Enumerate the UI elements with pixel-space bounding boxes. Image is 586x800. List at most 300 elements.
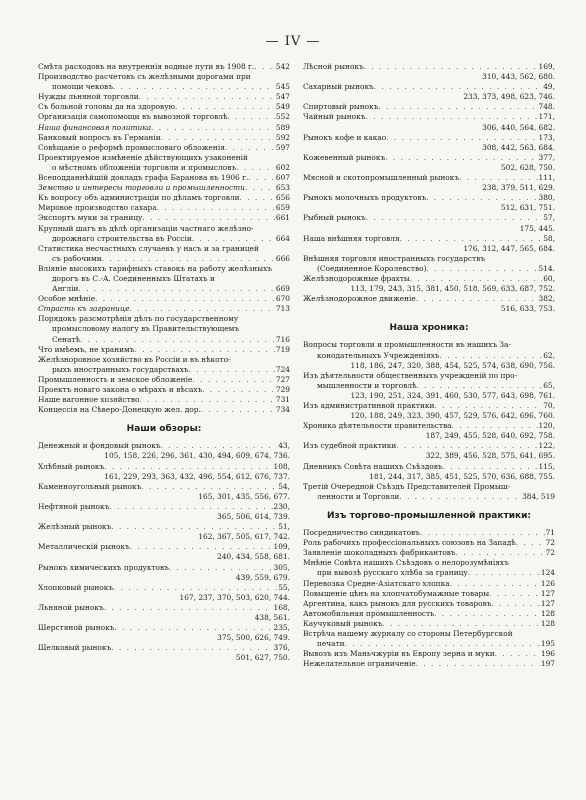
- chronicle-entry: [303, 351, 555, 361]
- article-title: Промышленность и земское обложеніе: [38, 374, 193, 384]
- review-entry: [303, 213, 555, 223]
- chronicle-title: ленности и Торговли: [317, 491, 400, 501]
- article-title: Земство и интересы торговли и промышленности: [38, 183, 245, 193]
- article-page: 729: [275, 385, 290, 394]
- article-title: дорожнаго строительства въ Россіи: [52, 233, 192, 243]
- leader-dots: [443, 462, 538, 472]
- review-title: Мясной и скотопромышленный рынокъ: [303, 173, 460, 183]
- article-page: 734: [275, 405, 290, 415]
- leader-dots: [378, 102, 537, 112]
- leader-dots: [366, 213, 543, 223]
- article-entry: [38, 324, 290, 334]
- article-entry: [38, 62, 290, 72]
- review-page-list: 165, 301, 435, 556, 677.: [198, 491, 290, 501]
- review-page: 58,: [543, 233, 555, 243]
- practice-page: 197: [540, 659, 555, 669]
- leader-dots: [245, 183, 275, 193]
- chronicle-entry: [303, 482, 555, 492]
- leader-dots: [399, 492, 521, 502]
- article-entry: [38, 72, 290, 82]
- review-page-list: 375, 500, 626, 749.: [217, 633, 290, 643]
- article-title: Проектируемое измѣненіе дѣйствующихъ узаконеній: [38, 152, 248, 162]
- review-page: 168,: [273, 602, 290, 612]
- leader-dots: [202, 385, 275, 395]
- practice-entry: [303, 548, 555, 558]
- article-entry: [38, 82, 290, 92]
- article-title: Страсть къ загранице: [38, 304, 130, 314]
- leader-dots: [365, 112, 537, 122]
- article-title: Сенатѣ: [52, 334, 80, 344]
- leader-dots: [400, 234, 543, 244]
- article-page: 592: [275, 132, 290, 142]
- leader-dots: [410, 274, 542, 284]
- practice-page: 127: [540, 588, 555, 598]
- leader-dots: [396, 441, 537, 451]
- chronicle-page: 122,: [538, 441, 555, 451]
- review-entry: [38, 462, 290, 472]
- review-title: Нефтяной рынокъ: [38, 501, 110, 511]
- review-page-list: 439, 559, 679.: [235, 572, 290, 582]
- review-title: Льняной рынокъ: [38, 602, 104, 612]
- review-page: 51,: [278, 522, 290, 532]
- practice-page: 71: [545, 528, 555, 538]
- review-page-list: 310, 443, 562, 680.: [482, 72, 555, 82]
- practice-title: Посредничество синдикатовъ: [303, 528, 420, 538]
- leader-dots: [420, 528, 545, 538]
- left-column: [38, 62, 290, 663]
- article-title: Нужды льняной торговли: [38, 92, 139, 102]
- review-page: 376,: [273, 643, 290, 653]
- review-title: Кожевенный рынокъ: [303, 152, 386, 162]
- review-title: Металлическій рынокъ: [38, 542, 130, 552]
- practice-entry: [303, 659, 555, 669]
- article-entry: [38, 254, 290, 264]
- article-title: Организація самопомощи въ вывозной торговлѣ: [38, 112, 228, 122]
- chronicle-page-list: 123, 190, 251, 324, 391, 460, 530, 577, 643, 698, 761.: [350, 390, 555, 400]
- review-page-list: 238, 379, 511, 629.: [482, 183, 555, 193]
- review-title: Хлопковый рынокъ: [38, 582, 114, 592]
- leader-dots: [364, 62, 538, 72]
- leader-dots: [169, 563, 273, 573]
- chronicle-page: 384, 519: [522, 491, 555, 501]
- article-title: Всеподданнѣйшій докладъ графа Баранова въ 1906 г.: [38, 173, 249, 183]
- practice-title: Аргентина, какъ рынокъ для русскихъ товаровъ: [303, 598, 492, 608]
- article-page: 659: [275, 203, 290, 213]
- article-title: Вліяніе высокихъ тарифныхъ ставокъ на работу желѣзныхъ: [38, 263, 272, 273]
- review-page: 235,: [273, 623, 290, 633]
- article-title: помощи чековъ: [52, 82, 113, 92]
- review-entry: [303, 102, 555, 112]
- article-page: 719: [275, 344, 290, 354]
- review-page: 169,: [538, 62, 555, 71]
- leader-dots: [192, 375, 275, 385]
- article-entry: [38, 112, 290, 122]
- practice-entry: [303, 599, 555, 609]
- leader-dots: [254, 62, 275, 72]
- review-entry: [303, 112, 555, 122]
- review-entry: [38, 542, 290, 552]
- leader-dots: [111, 522, 277, 532]
- review-page: 514.: [538, 263, 555, 273]
- article-entry: [38, 102, 290, 112]
- chronicle-title: Третій Очередной Съѣздъ Представителей Промыш-: [303, 481, 511, 491]
- review-title: Желѣзный рынокъ: [38, 522, 112, 532]
- review-page: 54,: [278, 481, 290, 491]
- chronicle-title: Дневникъ Совѣта нашихъ Съѣздовъ: [303, 461, 443, 471]
- review-title: Денежный и фондовый рынокъ: [38, 441, 161, 451]
- chronicle-entry: [303, 371, 555, 381]
- review-page-list: 161, 229, 293, 363, 432, 496, 554, 612, 676, 737.: [104, 471, 290, 481]
- practice-entry: [303, 579, 555, 589]
- chronicle-title: конодательныхъ Учрежденіяхъ: [317, 350, 440, 360]
- practice-entry: [303, 649, 555, 659]
- article-title: промысловому налогу въ Правительствующемъ: [52, 324, 240, 334]
- review-page-list: 233, 373, 498, 623, 746.: [463, 92, 555, 102]
- article-title: Къ вопросу объ администраціи по дѣламъ торговли: [38, 193, 240, 203]
- leader-dots: [192, 234, 275, 244]
- leader-dots: [434, 609, 540, 619]
- article-entry: [38, 163, 290, 173]
- article-entry: [38, 133, 290, 143]
- leader-dots: [374, 82, 542, 92]
- practice-entry: [303, 558, 555, 568]
- review-page-list: 501, 627, 750.: [235, 653, 290, 663]
- leader-dots: [139, 395, 274, 405]
- leader-dots: [111, 643, 272, 653]
- article-page: 602: [275, 162, 290, 172]
- chronicle-page-list: 118, 186, 247, 320, 388, 454, 525, 574, 638, 690, 756.: [350, 360, 555, 370]
- leader-dots: [416, 294, 538, 304]
- article-page: 666: [275, 253, 290, 263]
- leader-dots: [139, 92, 275, 102]
- review-title: Каменноугольный рынокъ: [38, 481, 142, 491]
- review-page: 43,: [278, 441, 290, 451]
- article-title: Концессія на Сѣверо-Донецкую жел. дор.: [38, 405, 201, 415]
- leader-dots: [434, 401, 542, 411]
- practice-page: 124: [540, 568, 555, 578]
- review-page-list: 113, 179, 243, 315, 381, 450, 518, 569, 633, 687, 752.: [350, 284, 555, 294]
- chronicle-title: Вопросы торговли и промышленности въ нашихъ За-: [303, 340, 511, 350]
- practice-title: Роль рабочихъ профессіональныхъ союзовъ на Западѣ: [303, 538, 516, 548]
- review-entry: [38, 623, 290, 633]
- chronicle-entry: [303, 441, 555, 451]
- article-page: 664: [275, 233, 290, 243]
- practice-title: Автомобильная промышленность: [303, 608, 435, 618]
- review-page: 305,: [273, 562, 290, 572]
- review-title: Желѣзнодорожное движеніе: [303, 294, 416, 304]
- practice-entry: [303, 568, 555, 578]
- chronicle-entry: [303, 340, 555, 350]
- article-entry: [38, 335, 290, 345]
- review-page-list: 105, 158, 226, 296, 361, 430, 494, 609, 674, 736.: [104, 451, 290, 461]
- chronicle-page: 70,: [543, 401, 555, 410]
- leader-dots: [236, 163, 275, 173]
- review-title: (Соединенное Королевство): [317, 263, 427, 273]
- leader-dots: [416, 659, 540, 669]
- leader-dots: [104, 462, 272, 472]
- chronicle-title: Изъ судебной практики: [303, 441, 397, 451]
- practice-title: Каучуковый рынокъ: [303, 618, 383, 628]
- review-page: 108,: [273, 461, 290, 471]
- article-title: Что имѣемъ, не хранимъ: [38, 344, 135, 354]
- article-entry: [38, 365, 290, 375]
- article-entry: [38, 314, 290, 324]
- article-page: 547: [275, 92, 290, 102]
- review-entry: [303, 234, 555, 244]
- leader-dots: [426, 193, 537, 203]
- article-title: Желѣзноровное хозяйство въ Россіи и въ нѣкото-: [38, 354, 231, 364]
- review-page: 60,: [543, 273, 555, 283]
- article-page: 713: [275, 304, 290, 314]
- review-entry: [38, 482, 290, 492]
- review-entry: [38, 643, 290, 653]
- leader-dots: [345, 639, 540, 649]
- article-entry: [38, 345, 290, 355]
- review-entry: [303, 133, 555, 143]
- article-entry: [38, 143, 290, 153]
- chronicle-page: 62,: [543, 350, 555, 360]
- leader-dots: [102, 254, 275, 264]
- practice-entry: [303, 629, 555, 639]
- review-page-list: 512, 631, 751.: [500, 203, 555, 213]
- review-title: Лѣсной рынокъ: [303, 62, 364, 71]
- leader-dots: [129, 304, 274, 314]
- article-page: 653: [275, 183, 290, 193]
- leader-dots: [151, 123, 275, 133]
- article-page: 656: [275, 193, 290, 203]
- article-page: 731: [275, 395, 290, 405]
- article-entry: [38, 92, 290, 102]
- chronicle-page-list: 120, 188, 249, 323, 390, 457, 529, 576, 642, 696, 760.: [350, 411, 555, 421]
- article-title: рыхъ иностранныхъ государствахъ: [52, 364, 189, 374]
- review-page: 748.: [538, 102, 555, 112]
- review-entry: [38, 563, 290, 573]
- review-page-list: 167, 237, 370, 503, 620, 744.: [179, 592, 290, 602]
- article-title: Экспортъ муки за границу: [38, 213, 143, 223]
- review-entry: [303, 254, 555, 264]
- section-title-reviews: Наши обзоры:: [126, 424, 202, 435]
- leader-dots: [175, 102, 275, 112]
- article-title: Проектъ новаго закона о мѣрахъ и вѣсахъ: [38, 385, 203, 394]
- section-title-chronicle: Наша хроника:: [389, 323, 469, 334]
- review-entry: [38, 441, 290, 451]
- chronicle-page: 115,: [538, 461, 555, 471]
- review-page: 377,: [538, 152, 555, 162]
- practice-entry: [303, 538, 555, 548]
- review-page-list: 365, 506, 614, 739.: [217, 512, 290, 522]
- article-entry: [38, 294, 290, 304]
- review-page: 109,: [273, 542, 290, 552]
- leader-dots: [516, 538, 545, 548]
- leader-dots: [385, 153, 537, 163]
- practice-page: 72: [545, 548, 555, 558]
- article-title: Мировое производство сахара: [38, 203, 157, 213]
- article-page: 716: [275, 334, 290, 344]
- article-title: Смѣта расходовъ на внутреннія водные пути въ 1908 г.: [38, 62, 255, 71]
- leader-dots: [417, 381, 543, 391]
- review-page-list: 308, 442, 563, 684.: [482, 142, 555, 152]
- review-title: Хлѣбный рынокъ: [38, 461, 105, 471]
- practice-title: печати: [317, 639, 345, 649]
- leader-dots: [491, 599, 539, 609]
- leader-dots: [248, 173, 275, 183]
- article-entry: [38, 203, 290, 213]
- practice-page: 196: [540, 649, 555, 659]
- practice-title: Встрѣча нашему журналу со стороны Петербургской: [303, 628, 513, 638]
- practice-title: Повышеніе цѣнъ на хлопчатобумажные товары: [303, 588, 490, 598]
- review-entry: [303, 173, 555, 183]
- review-entry: [38, 502, 290, 512]
- practice-page: 72: [545, 538, 555, 548]
- article-title: о мѣстномъ обложеніи торговли и промысловъ: [52, 162, 237, 172]
- article-entry: [38, 375, 290, 385]
- review-page-list: 306, 440, 564, 682.: [482, 122, 555, 132]
- review-page-list: 240, 434, 558, 681.: [217, 552, 290, 562]
- article-page: 670: [275, 294, 290, 304]
- review-page-list: 516, 633, 753.: [500, 304, 555, 314]
- article-page: 597: [275, 142, 290, 152]
- article-page: 607: [275, 173, 290, 183]
- practice-entry: [303, 609, 555, 619]
- review-entry: [303, 62, 555, 72]
- article-entry: [38, 193, 290, 203]
- article-page: 727: [275, 374, 290, 384]
- article-title: Наша финансовая политика: [38, 122, 152, 132]
- article-title: дорогъ въ С.-А. Соединенныхъ Штатахъ и: [52, 273, 215, 283]
- practice-page: 195: [540, 639, 555, 649]
- leader-dots: [189, 365, 275, 375]
- practice-page: 127: [540, 598, 555, 608]
- review-page: 111,: [538, 173, 555, 183]
- review-page: 173,: [538, 132, 555, 142]
- review-title: Шерстяной рынокъ: [38, 623, 115, 633]
- practice-title: Нежелательное ограниченіе: [303, 659, 416, 669]
- article-entry: [38, 123, 290, 133]
- chronicle-title: Изъ администратинвой практики: [303, 401, 435, 410]
- page-number: — IV —: [265, 34, 321, 49]
- review-title: Шелковый рынокъ: [38, 643, 112, 653]
- practice-title: Заявленіе шоколадныхъ фабрикантовъ: [303, 548, 456, 558]
- chronicle-page-list: 187, 249, 455, 528, 640, 692, 758.: [425, 431, 555, 441]
- article-page: 542: [275, 62, 290, 71]
- leader-dots: [452, 421, 538, 431]
- article-entry: [38, 385, 290, 395]
- article-title: Англіи: [52, 284, 79, 294]
- review-entry: [38, 522, 290, 532]
- article-title: Наше вагонное хозяйство: [38, 395, 140, 405]
- article-entry: [38, 264, 290, 274]
- leader-dots: [459, 173, 537, 183]
- article-page: 661: [275, 213, 290, 223]
- review-entry: [38, 603, 290, 613]
- leader-dots: [386, 133, 537, 143]
- leader-dots: [104, 603, 273, 613]
- leader-dots: [80, 335, 275, 345]
- chronicle-title: Изъ дѣятельности общественныхъ учрежденій по про-: [303, 370, 518, 380]
- review-page-list: 502, 628, 750.: [500, 162, 555, 172]
- review-title: Чайный рынокъ: [303, 112, 366, 122]
- leader-dots: [78, 284, 275, 294]
- leader-dots: [225, 143, 275, 153]
- article-entry: [38, 284, 290, 294]
- practice-title: Мнѣніе Совѣта нашихъ Съѣздовъ о нелорозумѣніяхъ: [303, 558, 509, 568]
- leader-dots: [489, 589, 540, 599]
- practice-page: 126: [540, 578, 555, 588]
- article-entry: [38, 234, 290, 244]
- article-title: Особое мнѣніе: [38, 294, 96, 304]
- review-page: 57,: [543, 213, 555, 223]
- review-page-list: 176, 312, 447, 565, 684.: [463, 243, 555, 253]
- practice-entry: [303, 589, 555, 599]
- chronicle-title: Хроника дѣятельности правительства: [303, 421, 452, 431]
- right-column: [303, 62, 555, 669]
- review-entry: [303, 82, 555, 92]
- article-entry: [38, 153, 290, 163]
- article-entry: [38, 274, 290, 284]
- article-entry: [38, 355, 290, 365]
- leader-dots: [161, 441, 278, 451]
- review-title: Рынокъ молочныхъ продуктовъ: [303, 193, 427, 203]
- article-page: 669: [275, 284, 290, 294]
- article-title: Статистика несчастныхъ случаевъ у насъ и за границей: [38, 243, 259, 253]
- leader-dots: [109, 502, 272, 512]
- review-title: Желѣзнодорожные фрахты: [303, 273, 410, 283]
- leader-dots: [142, 213, 274, 223]
- practice-title: Вывозъ изъ Маньчжуріи въ Европу зерна и муки: [303, 649, 495, 659]
- leader-dots: [113, 583, 277, 593]
- article-entry: [38, 395, 290, 405]
- article-entry: [38, 183, 290, 193]
- leader-dots: [130, 542, 273, 552]
- leader-dots: [161, 133, 275, 143]
- review-entry: [303, 264, 555, 274]
- review-entry: [303, 193, 555, 203]
- practice-entry: [303, 528, 555, 538]
- review-title: Рынокъ химическихъ продуктовъ: [38, 562, 169, 572]
- article-title: Банковый вопросъ въ Германіи: [38, 132, 161, 142]
- article-entry: [38, 224, 290, 234]
- chronicle-entry: [303, 381, 555, 391]
- leader-dots: [382, 619, 539, 629]
- review-title: Внѣшняя торговля иностранныхъ государствъ: [303, 253, 485, 263]
- article-page: 589: [275, 122, 290, 132]
- article-title: Порядокъ разсмотрѣнія дѣлъ по государственному: [38, 314, 239, 324]
- leader-dots: [227, 112, 274, 122]
- practice-title: при вывозѣ русскаго хлѣба за границу: [317, 568, 468, 578]
- review-entry: [303, 274, 555, 284]
- review-page: 55,: [278, 582, 290, 592]
- review-title: Спиртовый рынокъ: [303, 102, 379, 112]
- article-title: Совѣщаніе о реформѣ промысловаго обложенія: [38, 142, 225, 152]
- article-page: 549: [275, 102, 290, 112]
- review-title: Рыбный рынокъ: [303, 213, 366, 223]
- leader-dots: [240, 193, 275, 203]
- practice-page: 128: [540, 618, 555, 628]
- review-entry: [38, 583, 290, 593]
- article-page: 545: [275, 82, 290, 92]
- leader-dots: [450, 579, 540, 589]
- leader-dots: [141, 482, 277, 492]
- article-title: Производство расчетовъ съ желѣзными дорогами при: [38, 72, 251, 82]
- review-page-list: 162, 367, 505, 617, 742.: [198, 532, 290, 542]
- article-entry: [38, 173, 290, 183]
- article-entry: [38, 405, 290, 415]
- review-title: Рынокъ кофе и какао: [303, 132, 387, 142]
- article-page: 724: [275, 364, 290, 374]
- article-title: Крупный шагъ въ дѣлѣ организаціи частнаго желѣзно-: [38, 223, 254, 233]
- chronicle-entry: [303, 421, 555, 431]
- article-page: 552: [275, 112, 290, 122]
